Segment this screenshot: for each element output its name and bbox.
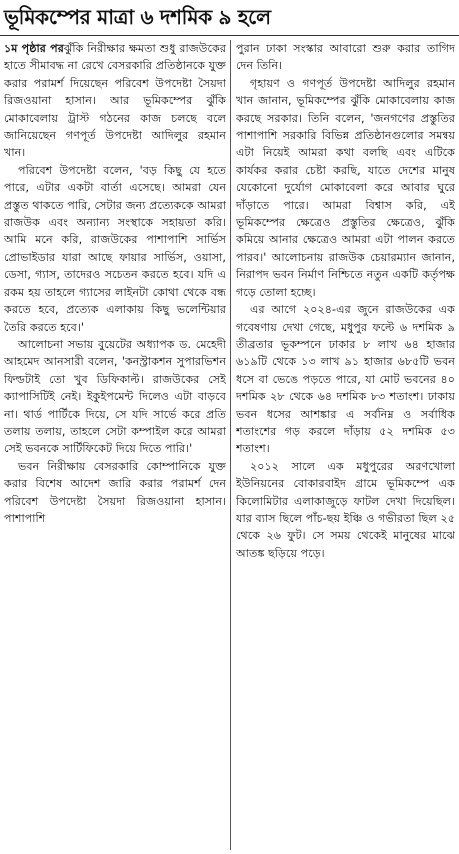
left-column	[4, 40, 226, 852]
paragraph: ভবন নিরীক্ষায় বেসরকারি কোম্পানিকে যুক্ত করার বিশেষ আদেশ জারি করার পরামর্শ দেন পরিবেশ উপদেষ্টা সৈয়দা রিজওয়ানা হাসান। পাশাপাশি	[4, 459, 226, 525]
paragraph: পরিবেশ উপদেষ্টা বলেন, 'বড় কিছু যে হতে পারে, এটার একটা বার্তা এসেছে। আমরা যেন প্রস্তুত থাকতে পারি, সেটার জন্য প্রত্যেককে আমরা রাজউক এবং অন্যান্য সংস্থাকে সহায়তা করি। আমি মনে করি, রাজউকের পাশাপাশি সার্ভিস প্রোভাইডার যারা আছে ফায়ার সার্ভিস, ওয়াসা, ডেসা, গ্যাস, তাদেরও সচেতন করতে হবে। যদি এ রকম হয় তাহলে গ্যাসের লাইনটা কোথা থেকে বন্ধ করতে হবে, প্রত্যেক এলাকায় কিছু ভলেন্টিয়ার তৈরি করতে হবে।'	[4, 163, 226, 334]
paragraph: পুরান ঢাকা সংস্কার আবারো শুরু করার তাগিদ দেন তিনি।	[236, 42, 455, 73]
continuation-paragraph	[4, 40, 226, 162]
paragraph-text: ঝুঁকি নিরীক্ষার ক্ষমতা শুধু রাজউকের হাতে সীমাবদ্ধ না রেখে বেসরকারি প্রতিষ্ঠানকে যুক্ত করার পরামর্শ দিয়েছেন পরিবেশ উপদেষ্টা সৈয়দা রিজওয়ানা হাসান। আর ভূমিকম্পের ঝুঁকি মোকাবেলায় ট্রাস্ট গঠনের কাজ চলছে বলে জানিয়েছেন গণপূর্ত উপদেষ্টা আদিলুর রহমান খান।	[4, 42, 226, 160]
paragraph: ২০১২ সালে এক মধুপুরের অরণখোলা ইউনিয়নের বোকারবাইদ গ্রামে ভূমিকম্পে এক কিলোমিটার এলাকাজুড়ে ফাটল দেখা দিয়েছিল। যার ব্যাস ছিলে পাঁচ-ছয় ইঞ্চি ও গভীরতা ছিল ২৫ থেকে ২৬ ফুট। সে সময় থেকেই মানুষের মাঝে আতঙ্ক ছড়িয়ে পড়ে।	[236, 459, 455, 560]
paragraph: এর আগে ২০২৪-এর জুনে রাজউকের এক গবেষণায় দেখা গেছে, মধুপুর ফল্টে ৬ দশমিক ৯ তীব্রতার ভূকম্পনে ঢাকার ৮ লাখ ৬৪ হাজার ৬১৯টি থেকে ১৩ লাখ ৯১ হাজার ৬৮৫টি ভবন ধসে বা ভেঙে পড়তে পারে, যা মোট ভবনের ৪০ দশমিক ২৮ থেকে ৬৪ দশমিক ৮৩ শতাংশ। ঢাকায় ভবন ধসের আশঙ্কার এ সর্বনিম্ন ও সর্বাধিক শতাংশের গড় করলে দাঁড়ায় ৫২ দশমিক ৫৩ শতাংশ।	[236, 303, 455, 456]
headline: ভূমিকম্পের মাত্রা ৬ দশমিক ৯ হলে	[4, 5, 271, 29]
paragraph: আলোচনা সভায় বুয়েটের অধ্যাপক ড. মেহেদী আহমেদ আনসারী বলেন, 'কনস্ট্রাকশন সুপারভিশন ফিল্ডটাই তো খুব ডিফিকাল্ট। রাজউকের সেই ক্যাপাসিটিই নেই। ইকুইপমেন্ট দিলেও এটা বাড়বে না। থার্ড পার্টিকে দিয়ে, সে যদি সার্ভে করে প্রতি তলায় তলায়, তাহলে সেটা কম্পাইল করে আমরা সেই ভবনকে সার্টিফিকেট দিয়ে দিতে পারি।'	[4, 337, 226, 456]
right-column	[236, 40, 455, 852]
paragraph: গৃহায়ণ ও গণপূর্ত উপদেষ্টা আদিলুর রহমান খান জানান, ভূমিকম্পের ঝুঁকি মোকাবেলায় কাজ করছে সরকার। তিনি বলেন, 'জনগণের প্রস্তুতির পাশাপাশি সরকারি বিভিন্ন প্রতিষ্ঠানগুলোর সমন্বয় এটা নিয়েই আমরা কথা বলছি এবং এটিকে কার্যকর করার চেষ্টা করছি, যাতে দেশের মানুষ যেকোনো দুর্যোগ মোকাবেলা করে আবার ঘুরে দাঁড়াতে পারে। আমরা বিশ্বাস করি, এই ভূমিকম্পের ক্ষেত্রেও প্রস্তুতির ক্ষেত্রেও, ঝুঁকি কমিয়ে আনার ক্ষেত্রেও আমরা এটা পালন করতে পারব।' আলোচনায় রাজউক চেয়ারম্যান জানান, নিরাপদ ভবন নির্মাণ নিশ্চিতে নতুন একটি কর্তৃপক্ষ গড়ে তোলা হচ্ছে।	[236, 76, 455, 299]
continued-label: ১ম পৃষ্ঠার পর	[4, 42, 64, 55]
column-divider	[230, 40, 231, 850]
headline-divider	[0, 35, 459, 36]
